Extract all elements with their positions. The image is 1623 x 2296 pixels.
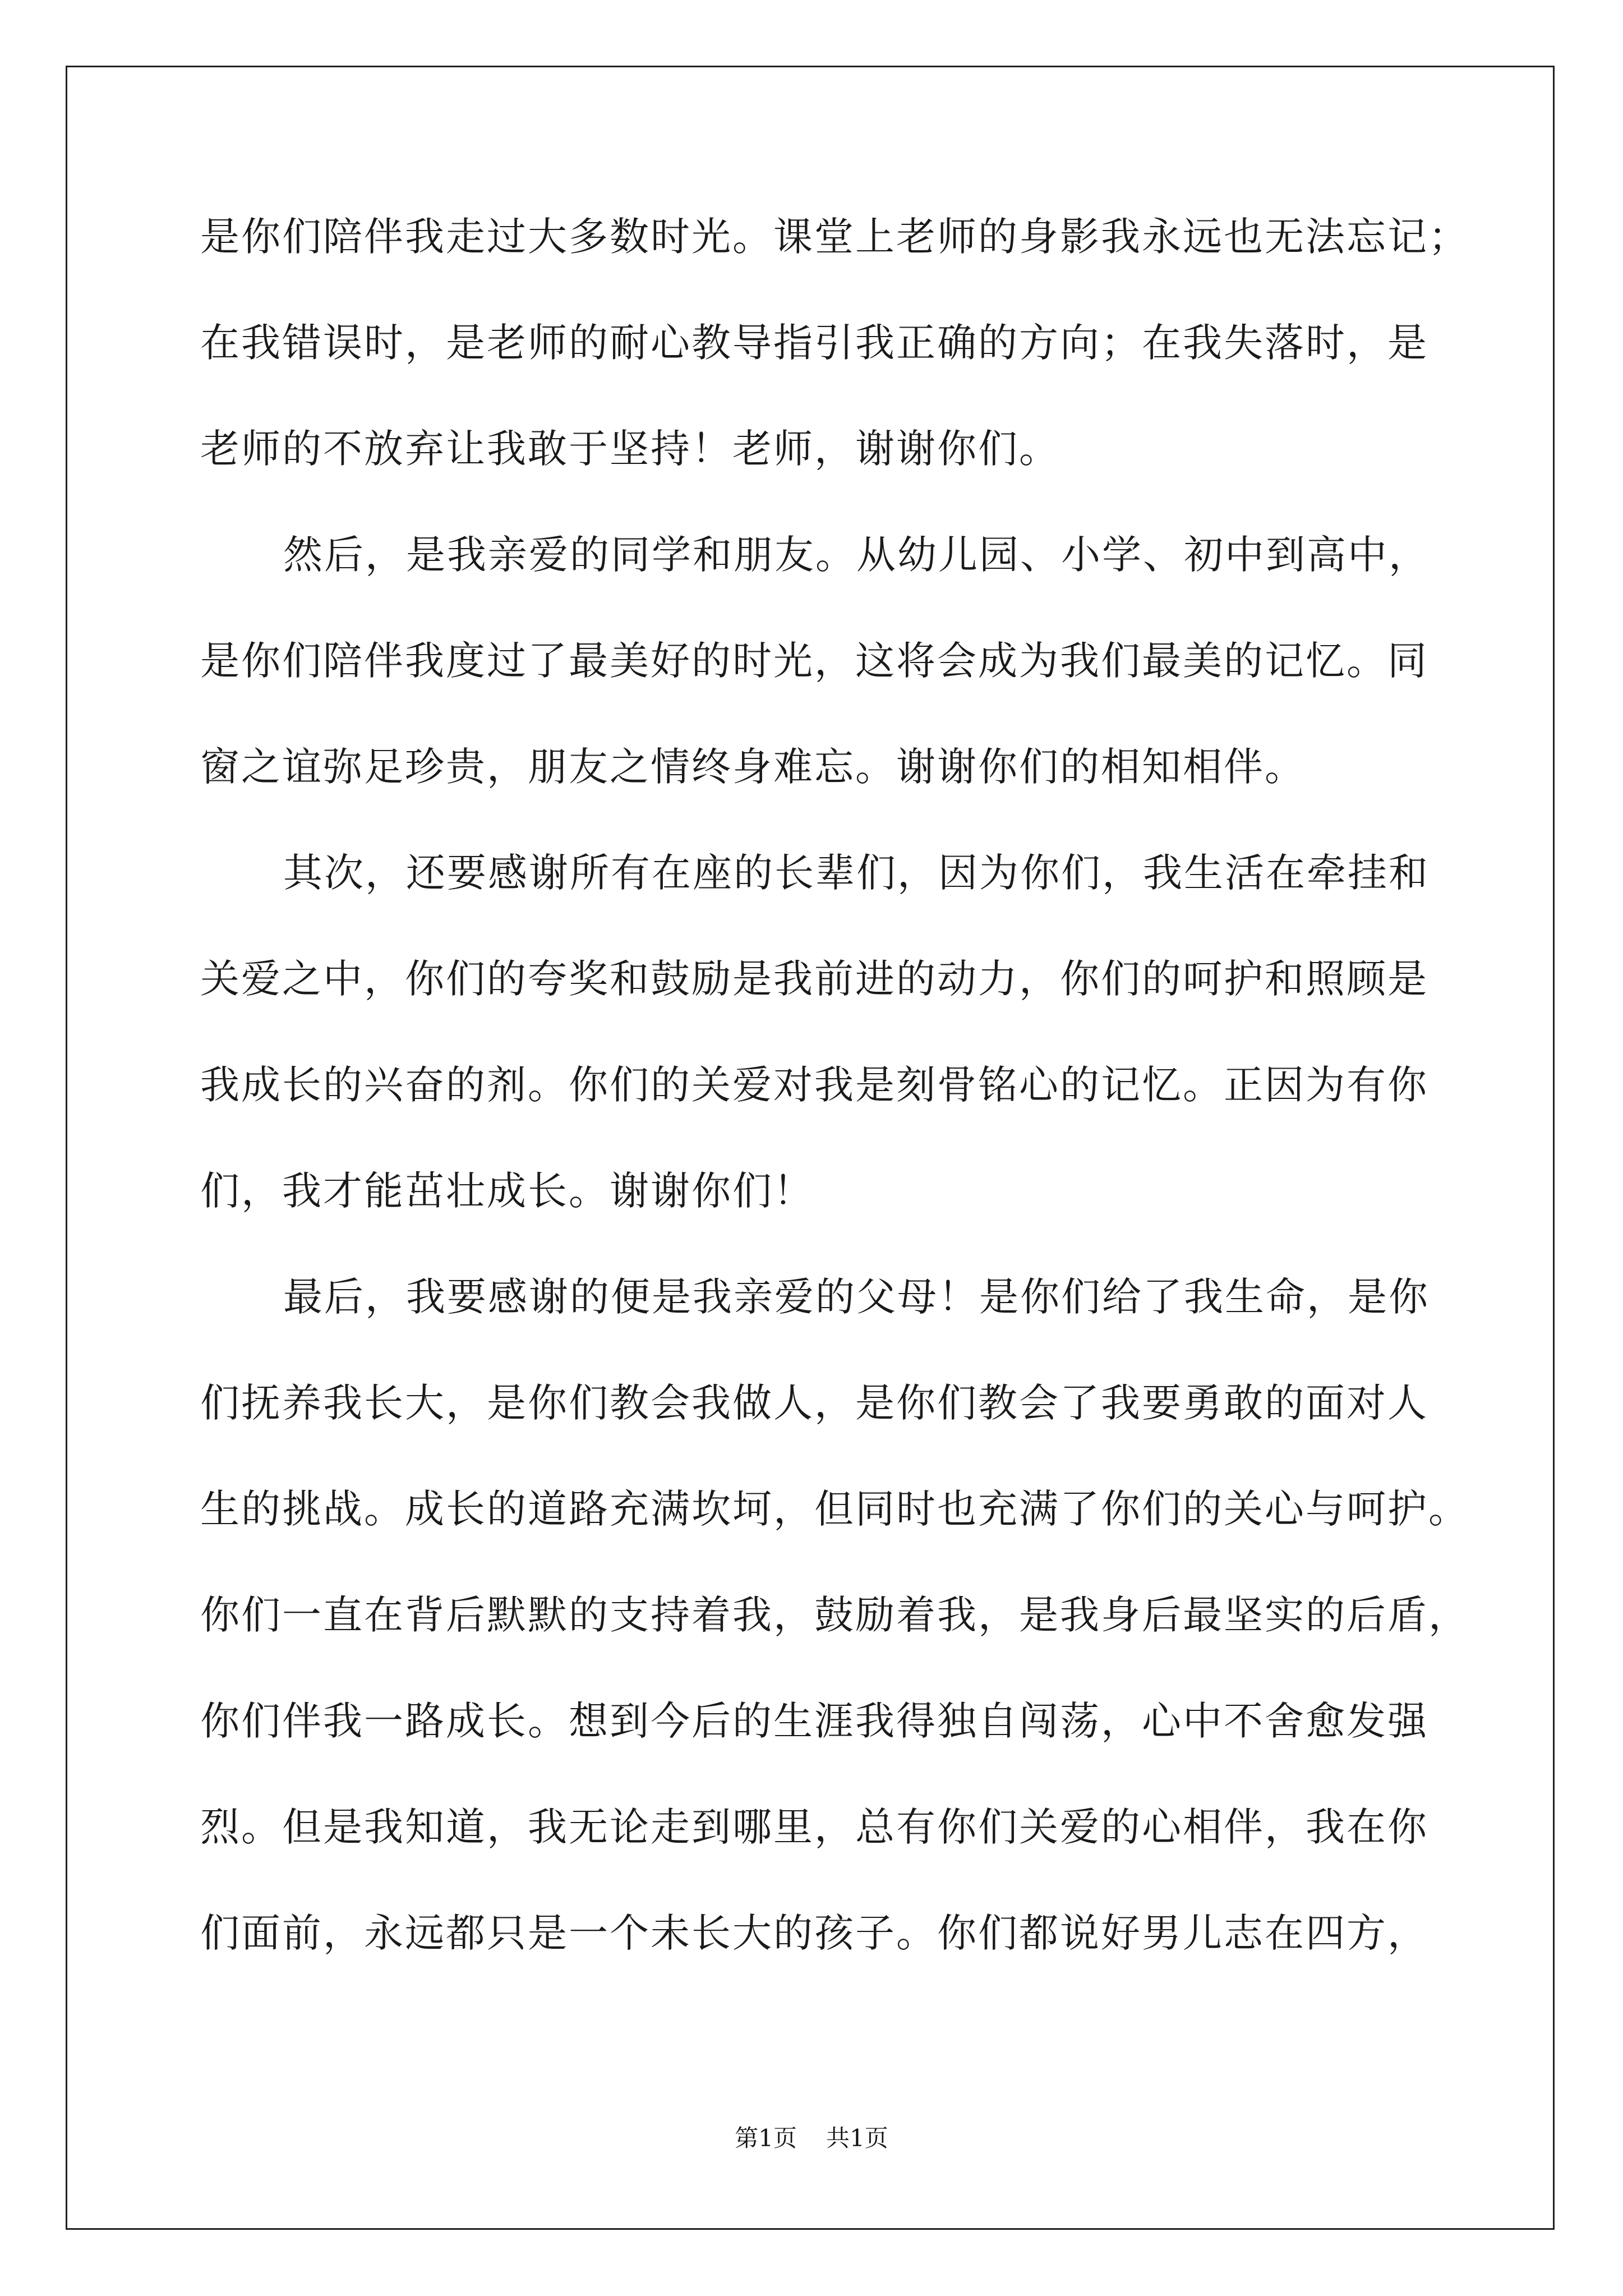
text-line: 关爱之中，你们的夸奖和鼓励是我前进的动力，你们的呵护和照顾是 [200, 956, 1428, 1002]
page-number: 第1页 [735, 2124, 797, 2152]
text-line: 们抚养我长大，是你们教会我做人，是你们教会了我要勇敢的面对人 [200, 1380, 1428, 1426]
text-line: 们面前，永远都只是一个未长大的孩子。你们都说好男儿志在四方， [200, 1910, 1428, 1956]
text-line: 烈。但是我知道，我无论走到哪里，总有你们关爱的心相伴，我在你 [200, 1804, 1428, 1850]
document-body [200, 209, 1469, 2011]
text-line: 是你们陪伴我度过了最美好的时光，这将会成为我们最美的记忆。同 [200, 638, 1428, 684]
text-line: 们，我才能茁壮成长。谢谢你们！ [200, 1168, 814, 1214]
text-line: 在我错误时，是老师的耐心教导指引我正确的方向；在我失落时，是 [200, 320, 1428, 366]
text-line: 生的挑战。成长的道路充满坎坷，但同时也充满了你们的关心与呵护。 [200, 1486, 1469, 1532]
text-line: 你们一直在背后默默的支持着我，鼓励着我，是我身后最坚实的后盾， [200, 1592, 1469, 1638]
text-line: 我成长的兴奋的剂。你们的关爱对我是刻骨铭心的记忆。正因为有你 [200, 1062, 1428, 1108]
text-line: 是你们陪伴我走过大多数时光。课堂上老师的身影我永远也无法忘记； [200, 214, 1469, 260]
paragraph-first-line: 然后，是我亲爱的同学和朋友。从幼儿园、小学、初中到高中， [283, 532, 1430, 578]
text-line: 老师的不放弃让我敢于坚持！老师，谢谢你们。 [200, 426, 1060, 472]
text-line: 你们伴我一路成长。想到今后的生涯我得独自闯荡，心中不舍愈发强 [200, 1698, 1428, 1744]
page-footer [0, 2122, 1623, 2155]
paragraph-first-line: 其次，还要感谢所有在座的长辈们，因为你们，我生活在牵挂和 [283, 850, 1430, 896]
page-total: 共1页 [826, 2124, 888, 2152]
paragraph-first-line: 最后，我要感谢的便是我亲爱的父母！是你们给了我生命，是你 [283, 1274, 1430, 1320]
text-line: 窗之谊弥足珍贵，朋友之情终身难忘。谢谢你们的相知相伴。 [200, 744, 1306, 790]
